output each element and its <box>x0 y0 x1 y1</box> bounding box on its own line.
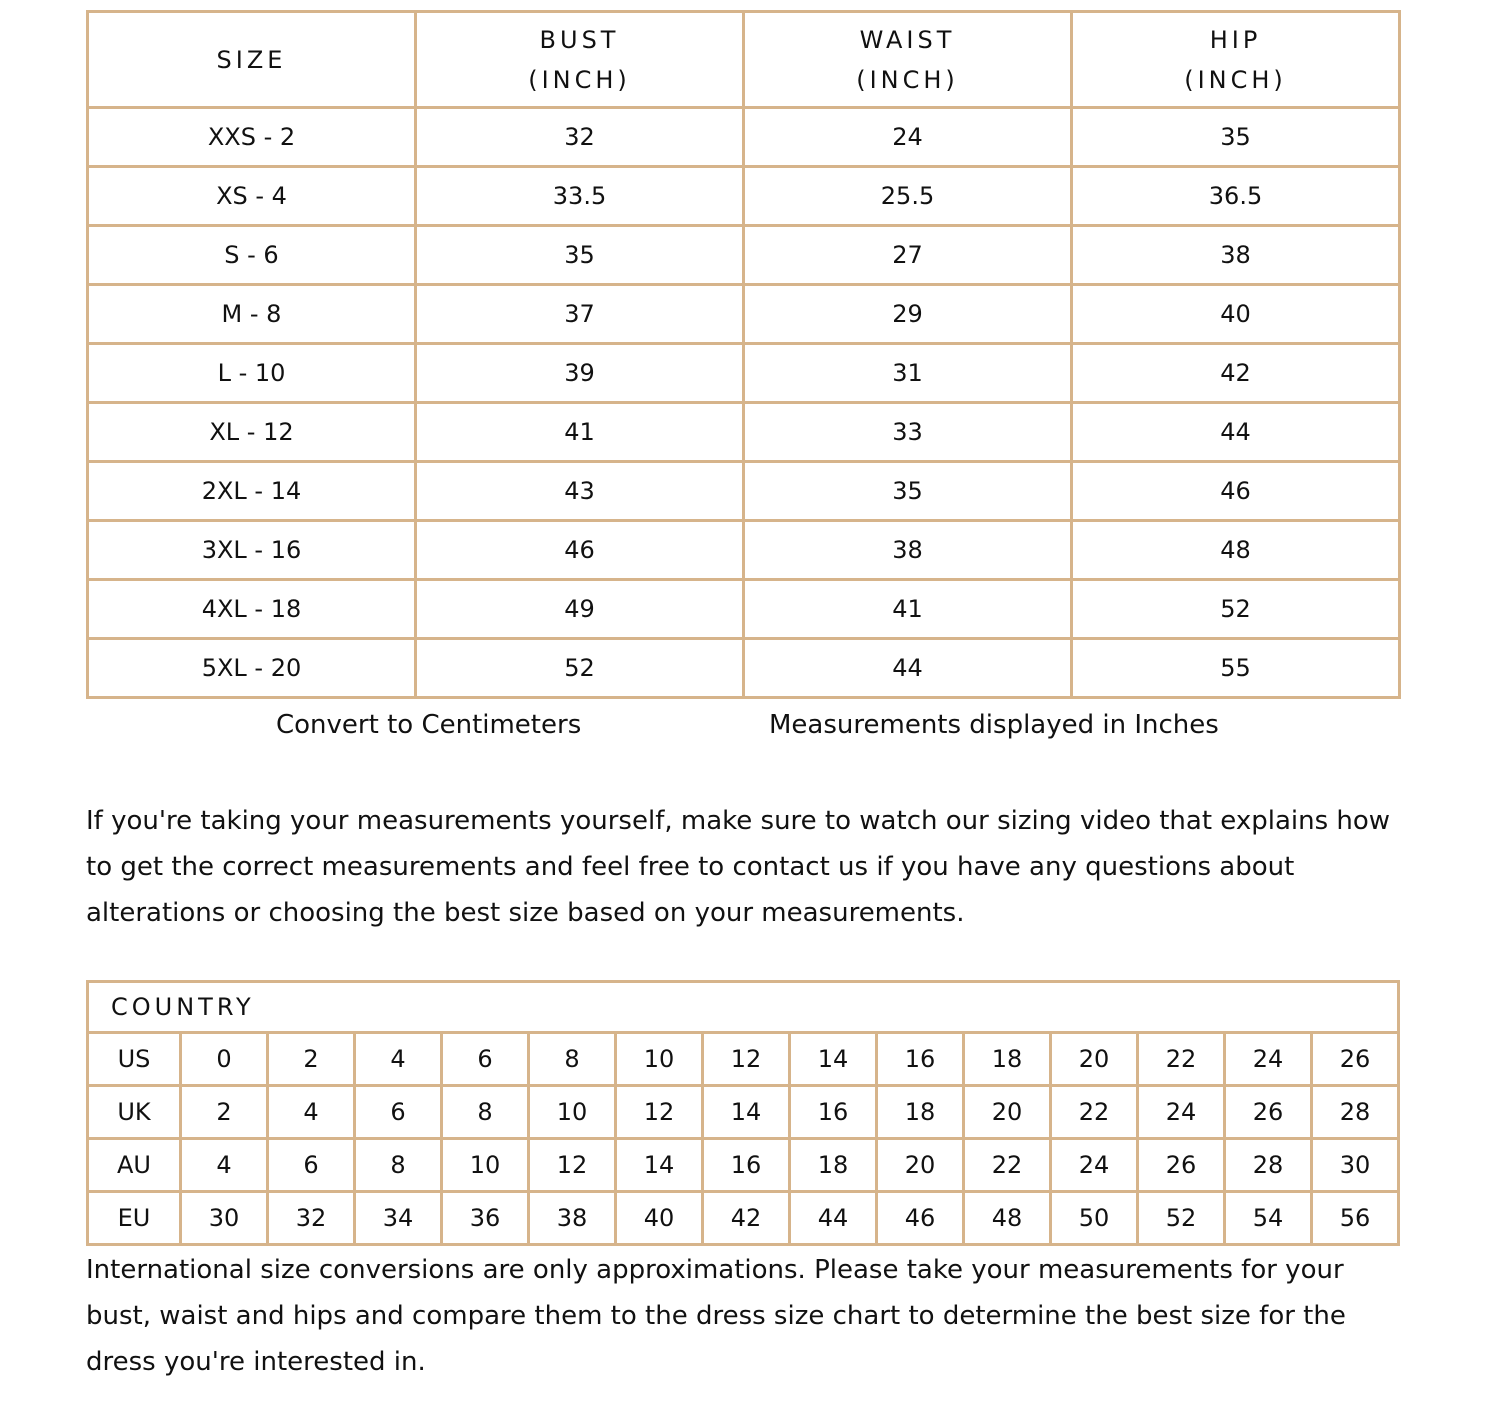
country-size-cell: 12 <box>529 1139 616 1192</box>
bust-cell: 35 <box>416 226 744 285</box>
country-label: AU <box>88 1139 181 1192</box>
bust-cell: 49 <box>416 580 744 639</box>
country-size-cell: 14 <box>703 1086 790 1139</box>
size-cell: XL - 12 <box>88 403 416 462</box>
country-size-cell: 20 <box>964 1086 1051 1139</box>
hip-cell: 48 <box>1072 521 1400 580</box>
size-cell: 2XL - 14 <box>88 462 416 521</box>
country-size-cell: 32 <box>268 1192 355 1245</box>
bust-cell: 41 <box>416 403 744 462</box>
hip-cell: 40 <box>1072 285 1400 344</box>
size-row <box>88 521 1400 580</box>
country-size-cell: 30 <box>181 1192 268 1245</box>
size-row <box>88 403 1400 462</box>
header-size <box>88 12 416 108</box>
size-row <box>88 344 1400 403</box>
country-size-cell: 6 <box>268 1139 355 1192</box>
country-size-cell: 26 <box>1225 1086 1312 1139</box>
country-size-cell: 2 <box>268 1033 355 1086</box>
bust-cell: 39 <box>416 344 744 403</box>
country-size-cell: 14 <box>616 1139 703 1192</box>
waist-cell: 41 <box>744 580 1072 639</box>
country-size-cell: 28 <box>1225 1139 1312 1192</box>
country-size-cell: 6 <box>355 1086 442 1139</box>
convert-to-centimeters-link[interactable]: Convert to Centimeters <box>276 710 582 740</box>
country-size-cell: 10 <box>616 1033 703 1086</box>
country-size-cell: 12 <box>616 1086 703 1139</box>
size-row <box>88 639 1400 698</box>
waist-cell: 31 <box>744 344 1072 403</box>
country-size-cell: 8 <box>442 1086 529 1139</box>
country-size-cell: 18 <box>877 1086 964 1139</box>
country-size-cell: 26 <box>1138 1139 1225 1192</box>
waist-cell: 33 <box>744 403 1072 462</box>
country-label: UK <box>88 1086 181 1139</box>
bust-cell: 37 <box>416 285 744 344</box>
hip-cell: 44 <box>1072 403 1400 462</box>
size-row <box>88 108 1400 167</box>
country-size-cell: 10 <box>442 1139 529 1192</box>
hip-cell: 38 <box>1072 226 1400 285</box>
hip-cell: 55 <box>1072 639 1400 698</box>
country-size-cell: 54 <box>1225 1192 1312 1245</box>
size-row <box>88 462 1400 521</box>
country-size-cell: 16 <box>790 1086 877 1139</box>
country-size-cell: 4 <box>181 1139 268 1192</box>
header-hip <box>1072 12 1400 108</box>
country-size-cell: 14 <box>790 1033 877 1086</box>
waist-cell: 35 <box>744 462 1072 521</box>
country-size-cell: 22 <box>1138 1033 1225 1086</box>
country-size-cell: 24 <box>1225 1033 1312 1086</box>
country-label: US <box>88 1033 181 1086</box>
country-size-cell: 0 <box>181 1033 268 1086</box>
size-cell: 3XL - 16 <box>88 521 416 580</box>
country-row-us <box>88 1033 1399 1086</box>
waist-cell: 27 <box>744 226 1072 285</box>
header-bust-label: BUST <box>539 25 620 54</box>
waist-cell: 38 <box>744 521 1072 580</box>
country-size-cell: 4 <box>268 1086 355 1139</box>
size-chart-header-row <box>88 12 1400 108</box>
country-size-cell: 52 <box>1138 1192 1225 1245</box>
country-size-cell: 48 <box>964 1192 1051 1245</box>
waist-cell: 29 <box>744 285 1072 344</box>
waist-cell: 44 <box>744 639 1072 698</box>
waist-cell: 25.5 <box>744 167 1072 226</box>
country-size-cell: 30 <box>1312 1139 1399 1192</box>
hip-cell: 42 <box>1072 344 1400 403</box>
header-waist-label: WAIST <box>859 25 956 54</box>
country-size-cell: 16 <box>703 1139 790 1192</box>
country-size-cell: 44 <box>790 1192 877 1245</box>
header-waist-unit: (INCH) <box>856 65 959 94</box>
size-chart-body <box>88 108 1400 698</box>
hip-cell: 52 <box>1072 580 1400 639</box>
country-size-cell: 16 <box>877 1033 964 1086</box>
country-size-cell: 8 <box>529 1033 616 1086</box>
country-size-cell: 4 <box>355 1033 442 1086</box>
country-size-cell: 46 <box>877 1192 964 1245</box>
size-row <box>88 226 1400 285</box>
size-cell: XXS - 2 <box>88 108 416 167</box>
bust-cell: 52 <box>416 639 744 698</box>
size-cell: M - 8 <box>88 285 416 344</box>
country-size-cell: 18 <box>790 1139 877 1192</box>
country-size-cell: 50 <box>1051 1192 1138 1245</box>
country-size-cell: 12 <box>703 1033 790 1086</box>
country-size-cell: 8 <box>355 1139 442 1192</box>
country-size-cell: 6 <box>442 1033 529 1086</box>
size-cell: L - 10 <box>88 344 416 403</box>
country-size-cell: 40 <box>616 1192 703 1245</box>
country-header: COUNTRY <box>88 982 1399 1033</box>
measurement-instructions: If you're taking your measurements yourself, make sure to watch our sizing video that explains how to get the correct measurements and feel free to contact us if you have any questions about alterations or choosing the best size based on your measurements. <box>86 806 1391 928</box>
country-size-cell: 2 <box>181 1086 268 1139</box>
header-bust-unit: (INCH) <box>528 65 631 94</box>
country-size-cell: 20 <box>877 1139 964 1192</box>
hip-cell: 46 <box>1072 462 1400 521</box>
country-size-cell: 20 <box>1051 1033 1138 1086</box>
size-cell: S - 6 <box>88 226 416 285</box>
country-header-row <box>88 982 1399 1033</box>
country-size-cell: 22 <box>1051 1086 1138 1139</box>
hip-cell: 35 <box>1072 108 1400 167</box>
country-size-cell: 34 <box>355 1192 442 1245</box>
country-size-cell: 24 <box>1138 1086 1225 1139</box>
header-bust <box>416 12 744 108</box>
country-size-cell: 18 <box>964 1033 1051 1086</box>
bust-cell: 46 <box>416 521 744 580</box>
country-size-cell: 10 <box>529 1086 616 1139</box>
units-note: Measurements displayed in Inches <box>769 710 1219 740</box>
country-size-cell: 38 <box>529 1192 616 1245</box>
country-size-cell: 28 <box>1312 1086 1399 1139</box>
country-size-cell: 42 <box>703 1192 790 1245</box>
country-size-cell: 22 <box>964 1139 1051 1192</box>
waist-cell: 24 <box>744 108 1072 167</box>
size-row <box>88 580 1400 639</box>
bust-cell: 33.5 <box>416 167 744 226</box>
header-hip-label: HIP <box>1209 25 1262 54</box>
country-size-cell: 26 <box>1312 1033 1399 1086</box>
country-row-uk <box>88 1086 1399 1139</box>
country-table-body <box>88 1033 1399 1245</box>
bust-cell: 43 <box>416 462 744 521</box>
country-row-eu <box>88 1192 1399 1245</box>
size-cell: 5XL - 20 <box>88 639 416 698</box>
header-hip-unit: (INCH) <box>1184 65 1287 94</box>
size-cell: XS - 4 <box>88 167 416 226</box>
country-label: EU <box>88 1192 181 1245</box>
size-chart-table <box>86 10 1401 699</box>
country-row-au <box>88 1139 1399 1192</box>
header-size-label: SIZE <box>216 45 287 74</box>
size-cell: 4XL - 18 <box>88 580 416 639</box>
size-row <box>88 167 1400 226</box>
country-size-cell: 36 <box>442 1192 529 1245</box>
country-conversion-table <box>86 980 1400 1246</box>
country-size-cell: 24 <box>1051 1139 1138 1192</box>
size-row <box>88 285 1400 344</box>
conversion-disclaimer: International size conversions are only approximations. Please take your measurements for your bust, waist and hips and compare them to the dress size chart to determine the best size for the dress you're interested in. <box>86 1255 1346 1377</box>
country-size-cell: 56 <box>1312 1192 1399 1245</box>
bust-cell: 32 <box>416 108 744 167</box>
header-waist <box>744 12 1072 108</box>
hip-cell: 36.5 <box>1072 167 1400 226</box>
